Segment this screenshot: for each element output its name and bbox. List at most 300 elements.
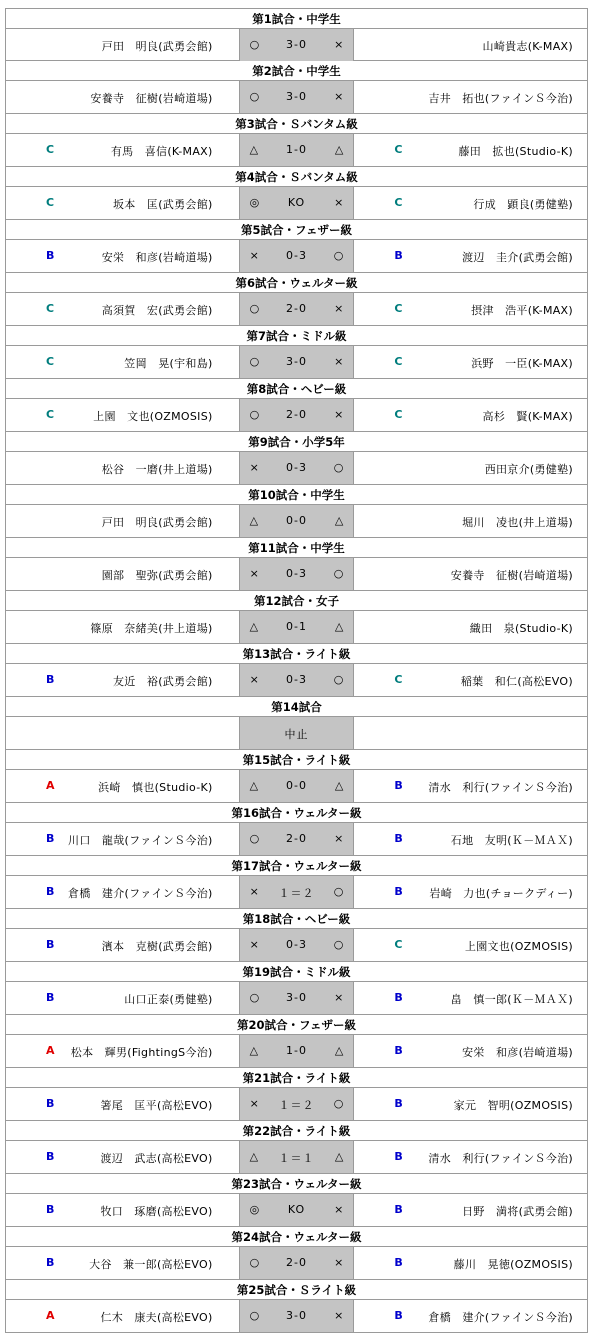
left-fighter-name: 箸尾 匡平(高松EVO) xyxy=(100,1099,213,1112)
left-rank-badge: B xyxy=(46,832,55,845)
match-block xyxy=(5,326,588,379)
score-box xyxy=(239,717,355,749)
match-block xyxy=(5,856,588,909)
right-fighter-name: 織田 泉(Studio-K) xyxy=(469,622,573,635)
match-title: 第14試合 xyxy=(6,697,587,717)
right-rank-badge: C xyxy=(394,408,403,421)
match-block xyxy=(5,167,588,220)
left-fighter-name: 安養寺 征樹(岩崎道場) xyxy=(90,92,213,105)
match-title: 第6試合・ウェルター級 xyxy=(6,273,587,293)
right-fighter-name: 安栄 和彦(岩崎道場) xyxy=(462,1046,573,1059)
right-fighter xyxy=(354,134,587,166)
right-result-mark: ○ xyxy=(333,885,344,898)
right-result-mark: × xyxy=(334,408,344,421)
right-fighter-name: 家元 智明(OZMOSIS) xyxy=(453,1099,573,1112)
right-rank-badge: C xyxy=(394,143,403,156)
right-result-mark: ○ xyxy=(333,673,344,686)
match-score: １＝１ xyxy=(278,1152,315,1165)
left-fighter xyxy=(6,346,239,378)
left-result-mark: △ xyxy=(249,514,259,527)
score-box xyxy=(239,929,355,961)
left-fighter-name: 浜崎 慎也(Studio-K) xyxy=(98,781,213,794)
right-rank-badge: B xyxy=(394,779,403,792)
right-fighter xyxy=(354,293,587,325)
right-result-mark: × xyxy=(334,302,344,315)
match-block xyxy=(5,803,588,856)
right-fighter-name: 高杉 賢(K-MAX) xyxy=(482,410,573,423)
left-fighter-name: 上園 文也(OZMOSIS) xyxy=(93,410,213,423)
right-fighter-name: 日野 満将(武勇会館) xyxy=(462,1205,573,1218)
match-title: 第1試合・中学生 xyxy=(6,9,587,29)
right-fighter-name: 清水 利行(ファインＳ今治) xyxy=(428,781,573,794)
score-box xyxy=(239,1088,355,1120)
match-block xyxy=(5,114,588,167)
match-title: 第22試合・ライト級 xyxy=(6,1121,587,1141)
match-row xyxy=(6,134,587,166)
match-score: 0-1 xyxy=(286,620,307,633)
right-result-mark: ○ xyxy=(333,938,344,951)
left-rank-badge: B xyxy=(46,1097,55,1110)
match-title: 第8試合・ヘビー級 xyxy=(6,379,587,399)
right-fighter-name: 行成 顕良(勇健塾) xyxy=(473,198,573,211)
score-box xyxy=(239,1141,355,1173)
left-rank-badge: B xyxy=(46,938,55,951)
left-fighter xyxy=(6,452,239,484)
left-rank-badge: B xyxy=(46,249,55,262)
left-result-mark: ◎ xyxy=(249,196,260,209)
match-score: 0-3 xyxy=(286,461,307,474)
right-fighter xyxy=(354,558,587,590)
left-rank-badge: B xyxy=(46,673,55,686)
score-box xyxy=(239,346,355,378)
left-fighter-name: 大谷 兼一郎(高松EVO) xyxy=(89,1258,213,1271)
right-fighter-name: 上園文也(OZMOSIS) xyxy=(464,940,573,953)
left-result-mark: ○ xyxy=(249,355,260,368)
left-result-mark: × xyxy=(249,249,259,262)
match-title: 第15試合・ライト級 xyxy=(6,750,587,770)
left-fighter xyxy=(6,558,239,590)
left-result-mark: × xyxy=(249,885,259,898)
left-fighter-name: 有馬 喜信(K-MAX) xyxy=(110,145,213,158)
right-rank-badge: B xyxy=(394,1097,403,1110)
match-row xyxy=(6,558,587,590)
left-result-mark: × xyxy=(249,673,259,686)
left-fighter-name: 仁木 康夫(高松EVO) xyxy=(100,1311,213,1324)
match-score: 1-0 xyxy=(286,1044,307,1057)
match-title: 第23試合・ウェルター級 xyxy=(6,1174,587,1194)
right-result-mark: × xyxy=(334,38,344,51)
right-result-mark: ○ xyxy=(333,1097,344,1110)
score-box xyxy=(239,134,355,166)
right-result-mark: △ xyxy=(334,1044,344,1057)
match-row xyxy=(6,29,587,61)
left-fighter-name: 戸田 明良(武勇会館) xyxy=(101,40,213,53)
left-fighter xyxy=(6,1300,239,1332)
left-fighter-name: 濱本 克樹(武勇会館) xyxy=(101,940,213,953)
right-fighter xyxy=(354,505,587,537)
score-box xyxy=(239,240,355,272)
right-fighter xyxy=(354,611,587,643)
left-fighter xyxy=(6,1194,239,1226)
match-title: 第3試合・Ｓバンタム級 xyxy=(6,114,587,134)
match-block xyxy=(5,8,588,61)
match-score: 0-0 xyxy=(286,779,307,792)
match-block xyxy=(5,1015,588,1068)
right-fighter-name: 畠 慎一郎(Ｋ－ＭＡＸ) xyxy=(450,993,573,1006)
left-result-mark: × xyxy=(249,461,259,474)
left-result-mark: ○ xyxy=(249,408,260,421)
left-fighter-name: 安栄 和彦(岩崎道場) xyxy=(101,251,213,264)
match-score: 2-0 xyxy=(286,1256,307,1269)
right-fighter xyxy=(354,1088,587,1120)
score-box xyxy=(239,505,355,537)
right-fighter xyxy=(354,770,587,802)
left-fighter xyxy=(6,134,239,166)
score-box xyxy=(239,81,355,113)
right-fighter xyxy=(354,929,587,961)
left-rank-badge: B xyxy=(46,1256,55,1269)
left-fighter xyxy=(6,1247,239,1279)
left-result-mark: ○ xyxy=(249,1256,260,1269)
match-score: 2-0 xyxy=(286,408,307,421)
left-rank-badge: B xyxy=(46,991,55,1004)
match-row xyxy=(6,770,587,802)
left-result-mark: ○ xyxy=(249,991,260,1004)
right-fighter xyxy=(354,452,587,484)
right-result-mark: △ xyxy=(334,143,344,156)
left-fighter xyxy=(6,876,239,908)
right-result-mark: × xyxy=(334,1309,344,1322)
left-fighter-name: 渡辺 武志(高松EVO) xyxy=(100,1152,213,1165)
left-fighter xyxy=(6,1141,239,1173)
score-box xyxy=(239,293,355,325)
right-result-mark: ○ xyxy=(333,249,344,262)
left-fighter xyxy=(6,823,239,855)
left-result-mark: △ xyxy=(249,1150,259,1163)
match-row xyxy=(6,929,587,961)
match-score: 3-0 xyxy=(286,355,307,368)
left-result-mark: △ xyxy=(249,779,259,792)
right-fighter-name: 堀川 凌也(井上道場) xyxy=(462,516,573,529)
right-fighter xyxy=(354,187,587,219)
right-fighter xyxy=(354,346,587,378)
right-rank-badge: B xyxy=(394,1044,403,1057)
left-fighter-name: 高須賀 宏(武勇会館) xyxy=(101,304,213,317)
match-score: 0-3 xyxy=(286,249,307,262)
left-rank-badge: C xyxy=(46,143,55,156)
left-rank-badge: A xyxy=(46,779,55,792)
match-score: 3-0 xyxy=(286,991,307,1004)
left-rank-badge: C xyxy=(46,355,55,368)
score-box xyxy=(239,399,355,431)
left-rank-badge: A xyxy=(46,1044,55,1057)
match-score: 0-0 xyxy=(286,514,307,527)
score-box xyxy=(239,1194,355,1226)
match-row xyxy=(6,187,587,219)
right-fighter-name: 浜野 一臣(K-MAX) xyxy=(471,357,573,370)
left-result-mark: ○ xyxy=(249,832,260,845)
left-result-mark: △ xyxy=(249,143,259,156)
match-title: 第18試合・ヘビー級 xyxy=(6,909,587,929)
right-fighter xyxy=(354,240,587,272)
right-rank-badge: B xyxy=(394,885,403,898)
match-score: 3-0 xyxy=(286,90,307,103)
right-result-mark: × xyxy=(334,90,344,103)
left-fighter-name: 坂本 匡(武勇会館) xyxy=(113,198,213,211)
left-fighter-name: 篠原 奈緒美(井上道場) xyxy=(90,622,213,635)
match-row xyxy=(6,452,587,484)
right-result-mark: △ xyxy=(334,1150,344,1163)
match-title: 第4試合・Ｓバンタム級 xyxy=(6,167,587,187)
right-fighter-name: 山崎貴志(K-MAX) xyxy=(482,40,573,53)
right-fighter-name: 摂津 浩平(K-MAX) xyxy=(471,304,573,317)
left-fighter xyxy=(6,929,239,961)
match-block xyxy=(5,220,588,273)
match-title: 第11試合・中学生 xyxy=(6,538,587,558)
match-block xyxy=(5,273,588,326)
match-row xyxy=(6,81,587,113)
match-row xyxy=(6,240,587,272)
left-result-mark: ○ xyxy=(249,302,260,315)
right-fighter-name: 清水 利行(ファインＳ今治) xyxy=(428,1152,573,1165)
match-score: 1-0 xyxy=(286,143,307,156)
match-title: 第10試合・中学生 xyxy=(6,485,587,505)
score-box xyxy=(239,29,355,61)
match-score: 0-3 xyxy=(286,673,307,686)
score-box xyxy=(239,1247,355,1279)
match-row xyxy=(6,717,587,749)
left-result-mark: ○ xyxy=(249,90,260,103)
right-result-mark: × xyxy=(334,991,344,1004)
match-score: 0-3 xyxy=(286,938,307,951)
right-rank-badge: C xyxy=(394,673,403,686)
left-fighter xyxy=(6,505,239,537)
match-score: １＝２ xyxy=(278,1099,315,1112)
match-block xyxy=(5,1068,588,1121)
score-box xyxy=(239,664,355,696)
match-row xyxy=(6,611,587,643)
right-fighter xyxy=(354,823,587,855)
left-result-mark: ◎ xyxy=(249,1203,260,1216)
score-box xyxy=(239,187,355,219)
right-rank-badge: C xyxy=(394,355,403,368)
match-title: 第24試合・ウェルター級 xyxy=(6,1227,587,1247)
match-row xyxy=(6,293,587,325)
left-result-mark: ○ xyxy=(249,38,260,51)
right-fighter xyxy=(354,1141,587,1173)
left-result-mark: × xyxy=(249,1097,259,1110)
right-rank-badge: B xyxy=(394,1203,403,1216)
match-row xyxy=(6,1300,587,1332)
match-title: 第21試合・ライト級 xyxy=(6,1068,587,1088)
right-fighter xyxy=(354,29,587,61)
left-fighter-name: 戸田 明良(武勇会館) xyxy=(101,516,213,529)
left-fighter xyxy=(6,399,239,431)
match-score: １＝２ xyxy=(278,887,315,900)
right-rank-badge: C xyxy=(394,302,403,315)
right-fighter-name: 石地 友明(Ｋ－ＭＡＸ) xyxy=(450,834,573,847)
right-fighter-name: 倉橋 建介(ファインＳ今治) xyxy=(428,1311,573,1324)
left-rank-badge: C xyxy=(46,408,55,421)
left-fighter xyxy=(6,982,239,1014)
match-row xyxy=(6,399,587,431)
score-box xyxy=(239,982,355,1014)
left-result-mark: × xyxy=(249,567,259,580)
match-row xyxy=(6,1247,587,1279)
left-fighter-name: 園部 聖弥(武勇会館) xyxy=(101,569,213,582)
match-block xyxy=(5,697,588,750)
left-fighter-name: 倉橋 建介(ファインＳ今治) xyxy=(68,887,213,900)
match-block xyxy=(5,1174,588,1227)
right-fighter xyxy=(354,664,587,696)
right-fighter-name: 安養寺 征樹(岩崎道場) xyxy=(450,569,573,582)
right-fighter-name: 藤川 晃徳(OZMOSIS) xyxy=(453,1258,573,1271)
match-score: 2-0 xyxy=(286,832,307,845)
left-fighter xyxy=(6,770,239,802)
left-result-mark: △ xyxy=(249,620,259,633)
match-row xyxy=(6,823,587,855)
left-result-mark: × xyxy=(249,938,259,951)
right-result-mark: ○ xyxy=(333,461,344,474)
left-rank-badge: C xyxy=(46,196,55,209)
left-fighter xyxy=(6,1088,239,1120)
score-box xyxy=(239,452,355,484)
score-box xyxy=(239,558,355,590)
right-fighter-name: 西田京介(勇健塾) xyxy=(484,463,573,476)
right-rank-badge: B xyxy=(394,1150,403,1163)
match-row xyxy=(6,505,587,537)
right-result-mark: × xyxy=(334,1256,344,1269)
left-rank-badge: B xyxy=(46,1203,55,1216)
match-score: 0-3 xyxy=(286,567,307,580)
match-title: 第7試合・ミドル級 xyxy=(6,326,587,346)
right-rank-badge: B xyxy=(394,249,403,262)
left-fighter xyxy=(6,293,239,325)
match-title: 第25試合・Ｓライト級 xyxy=(6,1280,587,1300)
match-block xyxy=(5,61,588,114)
right-fighter xyxy=(354,81,587,113)
match-title: 第5試合・フェザー級 xyxy=(6,220,587,240)
right-rank-badge: B xyxy=(394,832,403,845)
match-score: KO xyxy=(287,196,306,209)
match-block xyxy=(5,644,588,697)
right-fighter xyxy=(354,982,587,1014)
match-block xyxy=(5,909,588,962)
match-score: 中止 xyxy=(284,728,309,741)
match-block xyxy=(5,379,588,432)
right-fighter-name: 渡辺 圭介(武勇会館) xyxy=(462,251,573,264)
right-rank-badge: C xyxy=(394,196,403,209)
match-title: 第2試合・中学生 xyxy=(6,61,587,81)
left-fighter-name: 山口正泰(勇健塾) xyxy=(124,993,213,1006)
left-result-mark: ○ xyxy=(249,1309,260,1322)
match-row xyxy=(6,1035,587,1067)
match-score: 2-0 xyxy=(286,302,307,315)
match-block xyxy=(5,750,588,803)
score-box xyxy=(239,876,355,908)
score-box xyxy=(239,1300,355,1332)
left-fighter xyxy=(6,29,239,61)
right-result-mark: △ xyxy=(334,514,344,527)
match-block xyxy=(5,1121,588,1174)
right-fighter xyxy=(354,1247,587,1279)
match-row xyxy=(6,982,587,1014)
right-fighter xyxy=(354,1300,587,1332)
right-fighter xyxy=(354,876,587,908)
left-result-mark: △ xyxy=(249,1044,259,1057)
score-box xyxy=(239,823,355,855)
match-title: 第12試合・女子 xyxy=(6,591,587,611)
right-fighter-name: 藤田 拡也(Studio-K) xyxy=(458,145,573,158)
left-fighter-name: 笠岡 晃(宇和島) xyxy=(124,357,213,370)
left-fighter-name: 川口 龍哉(ファインＳ今治) xyxy=(68,834,213,847)
right-fighter-name: 稲葉 和仁(高松EVO) xyxy=(460,675,573,688)
match-block xyxy=(5,591,588,644)
match-row xyxy=(6,876,587,908)
right-fighter xyxy=(354,717,587,749)
right-fighter-name: 岩崎 力也(チョークディー) xyxy=(429,887,573,900)
right-result-mark: ○ xyxy=(333,567,344,580)
match-block xyxy=(5,538,588,591)
match-row xyxy=(6,346,587,378)
left-fighter xyxy=(6,664,239,696)
match-row xyxy=(6,1141,587,1173)
match-title: 第9試合・小学5年 xyxy=(6,432,587,452)
right-fighter xyxy=(354,1194,587,1226)
left-fighter-name: 松谷 一磨(井上道場) xyxy=(101,463,213,476)
right-fighter-name: 吉井 拓也(ファインＳ今治) xyxy=(428,92,573,105)
left-fighter xyxy=(6,611,239,643)
match-title: 第16試合・ウェルター級 xyxy=(6,803,587,823)
left-rank-badge: B xyxy=(46,885,55,898)
right-result-mark: △ xyxy=(334,620,344,633)
left-rank-badge: A xyxy=(46,1309,55,1322)
left-fighter xyxy=(6,81,239,113)
left-fighter xyxy=(6,717,239,749)
match-title: 第17試合・ウェルター級 xyxy=(6,856,587,876)
match-results-table xyxy=(5,8,588,1333)
match-block xyxy=(5,1227,588,1280)
right-result-mark: × xyxy=(334,1203,344,1216)
match-score: KO xyxy=(287,1203,306,1216)
left-fighter-name: 松本 輝男(FightingS今治) xyxy=(70,1046,213,1059)
match-title: 第13試合・ライト級 xyxy=(6,644,587,664)
match-block xyxy=(5,1280,588,1333)
right-rank-badge: B xyxy=(394,1309,403,1322)
left-fighter-name: 友近 裕(武勇会館) xyxy=(113,675,213,688)
left-fighter xyxy=(6,1035,239,1067)
left-fighter xyxy=(6,187,239,219)
left-fighter-name: 牧口 琢磨(高松EVO) xyxy=(100,1205,213,1218)
match-block xyxy=(5,432,588,485)
right-result-mark: △ xyxy=(334,779,344,792)
match-block xyxy=(5,962,588,1015)
right-rank-badge: B xyxy=(394,1256,403,1269)
score-box xyxy=(239,611,355,643)
right-rank-badge: C xyxy=(394,938,403,951)
match-title: 第19試合・ミドル級 xyxy=(6,962,587,982)
right-result-mark: × xyxy=(334,832,344,845)
match-row xyxy=(6,1088,587,1120)
match-title: 第20試合・フェザー級 xyxy=(6,1015,587,1035)
right-fighter xyxy=(354,1035,587,1067)
left-rank-badge: C xyxy=(46,302,55,315)
score-box xyxy=(239,770,355,802)
right-fighter xyxy=(354,399,587,431)
right-result-mark: × xyxy=(334,355,344,368)
match-block xyxy=(5,485,588,538)
score-box xyxy=(239,1035,355,1067)
